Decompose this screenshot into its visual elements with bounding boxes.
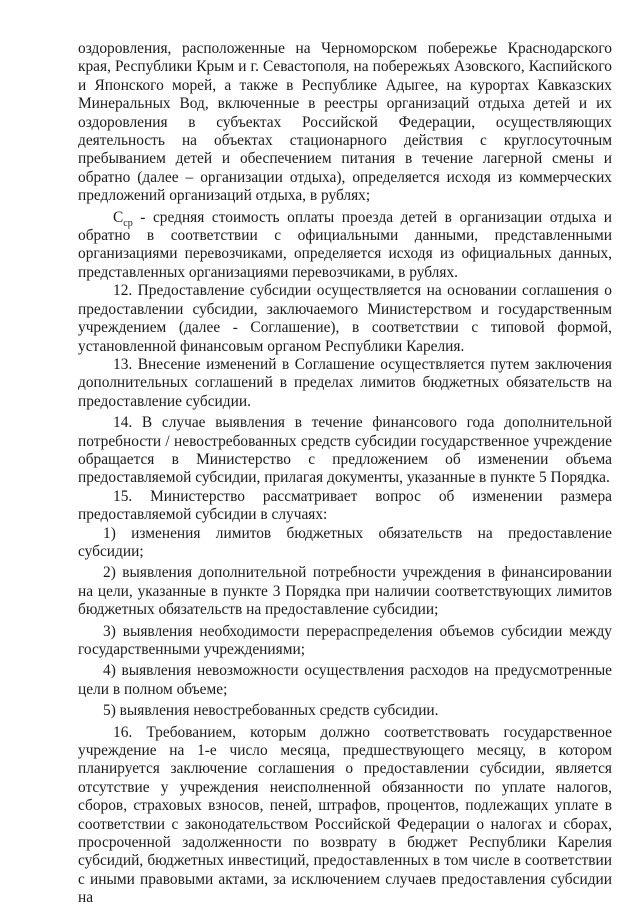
paragraph-16: 16. Требованием, которым должно соответствовать государственное учреждение на 1-е число месяца, предшествующего месяцу, в котором планируется заключение соглашения о предоставлении субсидии, является отсутствие у учреждения неисполненной обязанности по уплате налогов, сборов, страховых взносов, пеней, штрафов, процентов, подлежащих уплате в соответствии с законодательством Российской Федерации о налогах и сборах, просроченной задолженности по возврату в бюджет Республики Карелия субсидий, бюджетных инвестиций, предоставленных в том числе в соответствии с иными правовыми актами, за исключением случаев предоставления субсидии на <box>78 723 612 907</box>
paragraph-12: 12. Предоставление субсидии осуществляется на основании соглашения о предоставлении субсидии, заключаемого Министерством и государственным учреждением (далее - Соглашение), в соответствии с типовой формой, установленной финансовым органом Республики Карелия. <box>78 282 612 355</box>
document-page <box>78 40 612 908</box>
list-item-15-5: 5) выявления невостребованных средств субсидии. <box>103 702 439 720</box>
definition-text: - средняя стоимость оплаты проезда детей в организации отдыха и обратно в соответствии с официальными данными, представленными организациями перевозчиками, определяется исходя из официальных данных, представленных организациями перевозчиками, в рублях. <box>78 208 612 281</box>
paragraph-13: 13. Внесение изменений в Соглашение осуществляется путем заключения дополнительных соглашений в пределах лимитов бюджетных обязательств на предоставление субсидии. <box>78 355 612 410</box>
paragraph-csr-definition <box>78 209 612 283</box>
list-item-15-2: 2) выявления дополнительной потребности учреждения в финансировании на цели, указанные в пункте 3 Порядка при наличии соответствующих лимитов бюджетных обязательств на предоставление субсидии; <box>78 564 612 619</box>
paragraph-14: 14. В случае выявления в течение финансового года дополнительной потребности / невостребованных средств субсидии государственное учреждение обращается в Министерство с предложением об изменении объема предоставляемой субсидии, прилагая документы, указанные в пункте 5 Порядка. <box>78 414 612 487</box>
list-item-15-3: 3) выявления необходимости перераспределения объемов субсидии между государственными учреждениями; <box>78 622 612 658</box>
paragraph-15: 15. Министерство рассматривает вопрос об изменении размера предоставляемой субсидии в случаях: <box>78 487 612 524</box>
list-item-15-4: 4) выявления невозможности осуществления расходов на предусмотренные цели в полном объеме; <box>78 662 612 698</box>
formula-symbol: C <box>113 208 124 226</box>
list-item-15-1: 1) изменения лимитов бюджетных обязательств на предоставление субсидии; <box>78 524 612 560</box>
paragraph-continuation: оздоровления, расположенные на Черноморском побережье Краснодарского края, Республики Крым и г. Севастополя, на побережьях Азовского, Каспийского и Японского морей, а также в Республике Адыгее, на курортах Кавказских Минеральных Вод, включенные в реестры организаций отдыха детей и их оздоровления в субъектах Российской Федерации, осуществляющих деятельность на объектах стационарного действия с круглосуточным пребыванием детей и обеспечением питания в течение лагерной смены и обратно (далее – организации отдыха), определяется исходя из коммерческих предложений организаций отдыха, в рублях; <box>78 40 612 205</box>
formula-subscript: ср <box>123 217 133 229</box>
